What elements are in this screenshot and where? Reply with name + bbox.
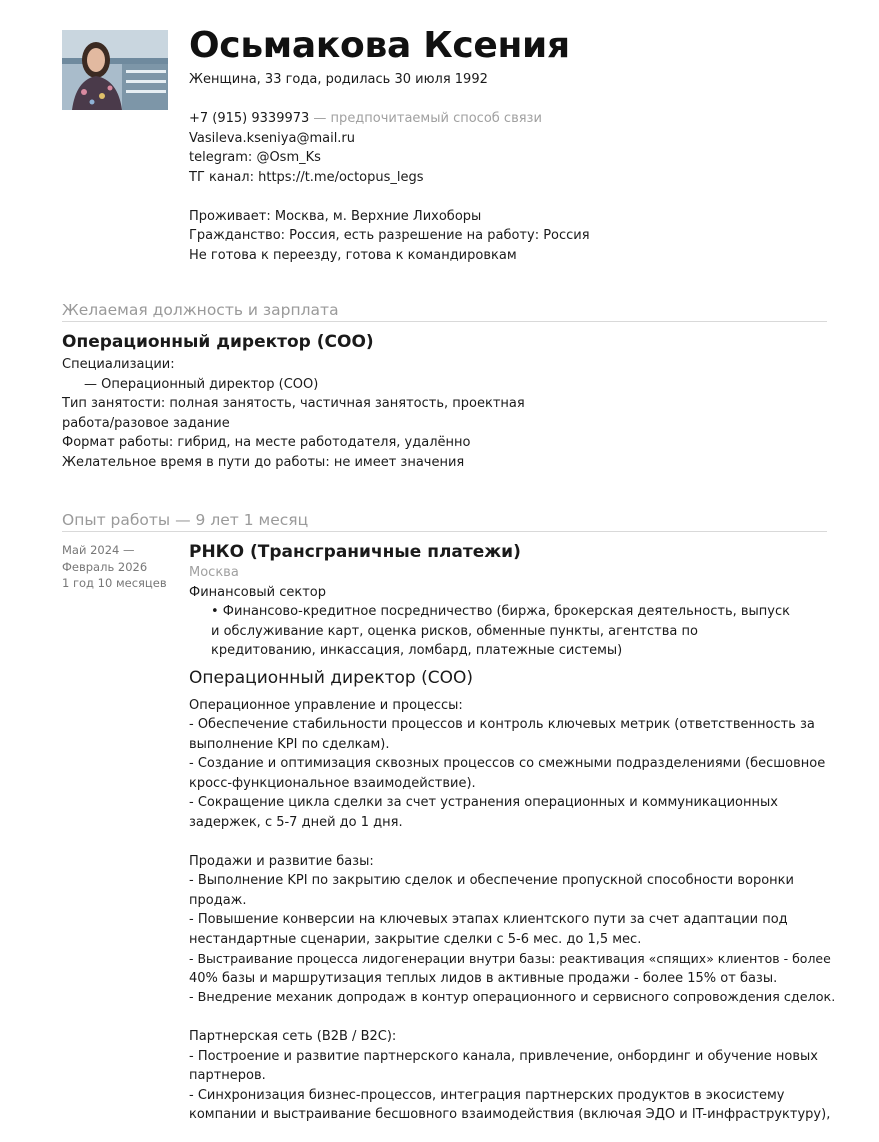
desc-line: кросс-функциональное взаимодействие).: [189, 775, 476, 791]
desc-line: - Построение и развитие партнерского канала, привлечение, онбординг и обучение новых: [189, 1048, 818, 1064]
telegram-channel: ТГ канал: https://t.me/octopus_legs: [189, 169, 424, 185]
phone-row: [189, 109, 839, 129]
desc-line: Партнерская сеть (B2B / B2C):: [189, 1029, 397, 1044]
company-name: РНКО (Трансграничные платежи): [189, 542, 521, 562]
telegram: telegram: @Osm_Ks: [189, 150, 321, 165]
desc-line: нестандартные сценарии, закрытие сделки с 5-6 мес. до 1,5 мес.: [189, 931, 642, 947]
residence: Проживает: Москва, м. Верхние Лихоборы: [189, 208, 482, 224]
desc-line: продаж.: [189, 892, 247, 908]
industry-detail: • Финансово-кредитное посредничество (биржа, брокерская деятельность, выпуск и обслуживание карт, оценка рисков, обменные пункты, агентства по кредитованию, инкассация, ломбард, платежные системы): [211, 604, 790, 658]
specializations-label: Специализации:: [62, 357, 175, 372]
desc-spacer: [189, 832, 839, 852]
company-city: Москва: [189, 565, 239, 580]
job-description: [189, 696, 839, 1125]
job-role: Операционный директор (COO): [189, 667, 474, 688]
specialization-item: — Операционный директор (COO): [84, 376, 319, 392]
personal-info: Женщина, 33 года, родилась 30 июля 1992: [189, 72, 488, 87]
employment-type: Тип занятости: полная занятость, частичная занятость, проектная работа/разовое задание: [62, 396, 525, 431]
position-title: Операционный директор (COO): [62, 332, 374, 352]
job-date-start: Май 2024 —: [62, 543, 135, 557]
desc-line: Операционное управление и процессы:: [189, 697, 463, 713]
desc-spacer: [189, 1008, 839, 1028]
desc-line: задержек, с 5-7 дней до 1 дня.: [189, 814, 403, 830]
citizenship: Гражданство: Россия, есть разрешение на работу: Россия: [189, 228, 590, 243]
desc-line: 40% базы и маршрутизация теплых лидов в активные продажи - более 15% от базы.: [189, 970, 778, 986]
company-industry: Финансовый сектор: [189, 584, 326, 600]
desc-line: партнеров.: [189, 1068, 266, 1083]
desc-line: - Синхронизация бизнес-процессов, интеграция партнерских продуктов в экосистему: [189, 1087, 785, 1103]
desc-line: - Выполнение KPI по закрытию сделок и обеспечение пропускной способности воронки: [189, 873, 794, 888]
desc-line: - Повышение конверсии на ключевых этапах клиентского пути за счет адаптации под: [189, 912, 788, 927]
desc-line: Продажи и развитие базы:: [189, 853, 374, 869]
job-date-end: Февраль 2026: [62, 559, 148, 574]
desc-line: - Выстраивание процесса лидогенерации внутри базы: реактивация «спящих» клиентов - более: [189, 951, 831, 966]
candidate-name: Осьмакова Ксения: [189, 25, 570, 66]
desc-line: - Обеспечение стабильности процессов и контроль ключевых метрик (ответственность за: [189, 717, 815, 732]
section-title-position: Желаемая должность и зарплата: [62, 300, 827, 322]
job-entry: [189, 541, 839, 1125]
relocation: Не готова к переезду, готова к командировкам: [189, 247, 517, 263]
email[interactable]: Vasileva.kseniya@mail.ru: [189, 130, 356, 146]
profile-photo: [62, 30, 168, 110]
phone-number[interactable]: +7 (915) 9339973: [189, 111, 310, 126]
desc-line: компании и выстраивание бесшовного взаимодействия (включая ЭДО и IT-инфраструктуру),: [189, 1107, 831, 1122]
commute-time: Желательное время в пути до работы: не имеет значения: [62, 454, 465, 470]
desc-line: - Создание и оптимизация сквозных процессов со смежными подразделениями (бесшовное: [189, 756, 826, 771]
job-duration: 1 год 10 месяцев: [62, 576, 167, 590]
job-dates: [62, 542, 182, 592]
desired-position: [62, 331, 532, 472]
desc-line: - Сокращение цикла сделки за счет устранения операционных и коммуникационных: [189, 795, 778, 810]
section-title-experience: Опыт работы — 9 лет 1 месяц: [62, 510, 827, 532]
phone-note: — предпочитаемый способ связи: [309, 111, 542, 126]
resume-header: [189, 22, 839, 265]
desc-line: выполнение KPI по сделкам).: [189, 736, 390, 752]
work-format: Формат работы: гибрид, на месте работодателя, удалённо: [62, 435, 471, 450]
desc-line: - Внедрение механик допродаж в контур операционного и сервисного сопровождения сделок.: [189, 990, 836, 1005]
